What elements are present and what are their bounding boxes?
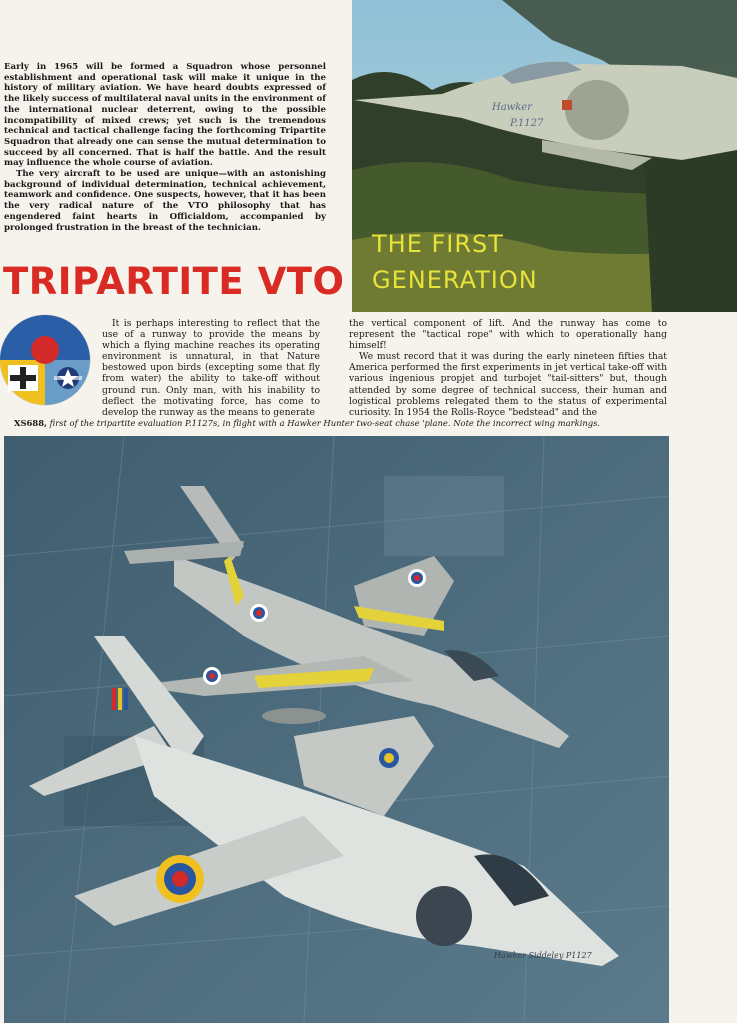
intro-text: [4, 62, 326, 233]
body-column-1: [102, 318, 320, 418]
caption-text: first of the tripartite evaluation P.1127s, in flight with a Hawker Hunter two-seat chase 'plane. Note the incorrect wing markings.: [46, 418, 601, 428]
photo-caption: [14, 418, 714, 428]
body-column-2: [349, 318, 667, 418]
intro-paragraph-1: Early in 1965 will be formed a Squadron whose personnel establishment and operational task will make it unique in the history of military aviation. We have heard doubts expressed of the likely success of multilateral naval units in the environment of the international nuclear deterrent, owing to the possible incompatibility of mixed crews; yet such is the tremendous technical and tactical challenge facing the forthcoming Tripartite Squadron that already one can sense the mutual determination to succeed by all concerned. That is half the battle. And the result may influence the whole course of aviation.: [4, 62, 326, 169]
intro-paragraph-2: The very aircraft to be used are unique—with an astonishing background of individual determination, technical achievement, teamwork and confidence. One suspects, however, that it has been the very radical nature of the VTO philosophy that has engendered faint hearts in Officialdom, accompanied by prolonged frustration in the breast of the technician.: [4, 169, 326, 233]
main-photo-nose-mark: Hawker Siddeley P1127: [494, 951, 592, 960]
body-col2-continuation: the vertical component of lift. And the runway has come to represent the "tactical rope" with which to operationally hang himself!: [349, 318, 667, 352]
top-photo-maker-mark: Hawker: [492, 102, 532, 113]
body-col2-paragraph: We must record that it was during the early nineteen fifties that America performed the first experiments in jet vertical take-off with various ingenious propjet and turbojet "tail-sitters" but, though attended by some degree of technical success, their human and logistical problems relegated them to the status of experimental curiosity. In 1954 the Rolls-Royce "bedstead" and the: [349, 351, 667, 418]
headline: TRIPARTITE VTO: [3, 260, 345, 303]
tripartite-roundel-icon: [0, 305, 98, 415]
photo-overlay-title: [372, 226, 672, 298]
body-col1-paragraph: It is perhaps interesting to reflect that the use of a runway to provide the means by which a flying machine reaches its operating environment is unnatural, in that Nature bestowed upon birds (excepting some that fly from water) the ability to take-off without ground run. Only man, with his inability to deflect the motivating force, has come to develop the runway as the means to generate: [102, 318, 320, 418]
overlay-line-1: THE FIRST: [372, 230, 504, 258]
overlay-line-2: GENERATION: [372, 266, 538, 294]
caption-serial: XS688,: [14, 418, 47, 428]
top-photo-type-mark: P.1127: [510, 118, 544, 129]
main-photo-formation: [4, 436, 669, 1023]
